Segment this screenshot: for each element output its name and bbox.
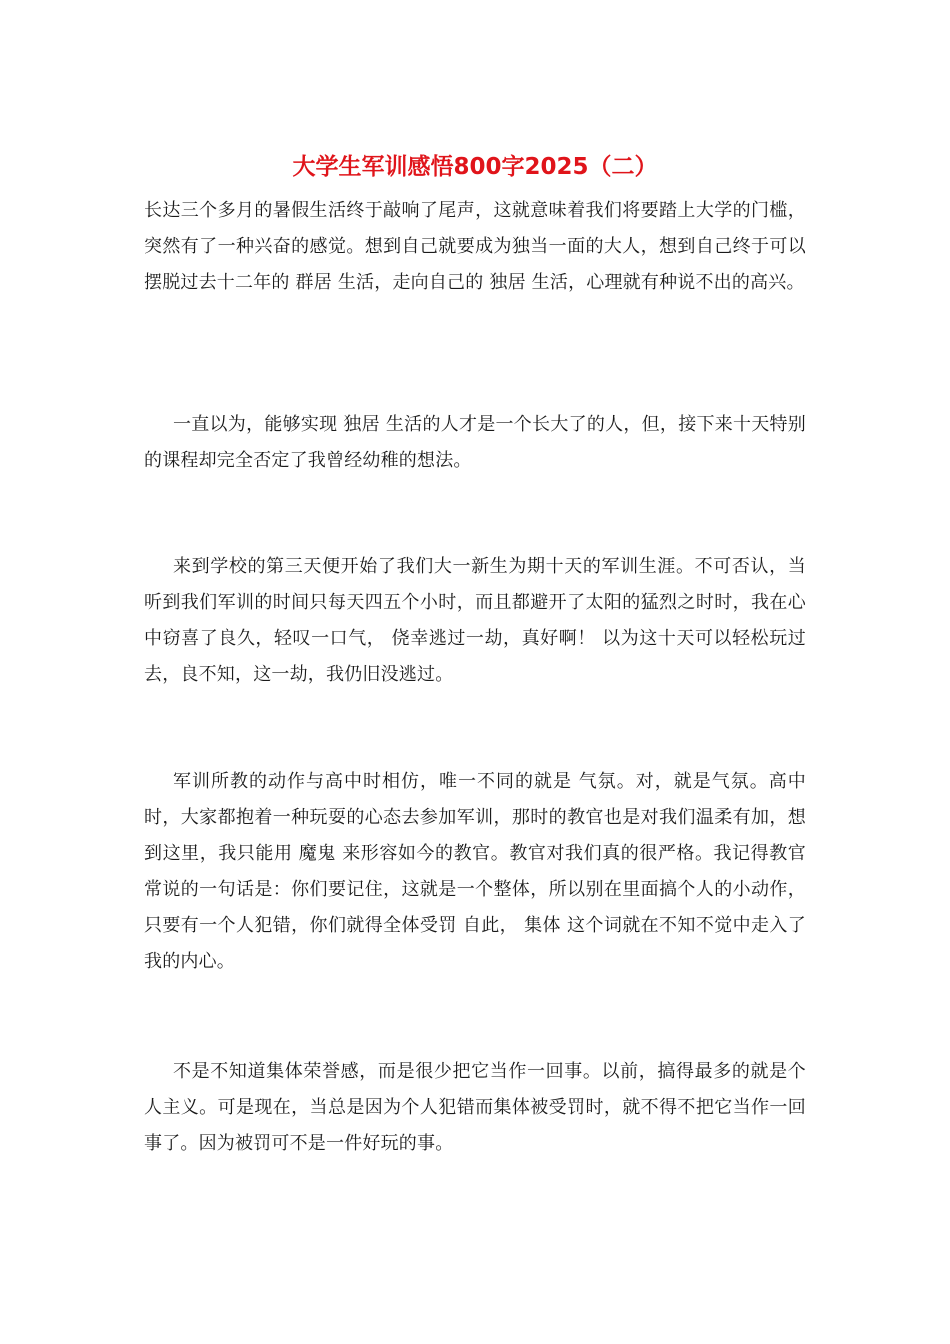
document-title: 大学生军训感悟800字2025（二）	[292, 154, 658, 180]
paragraph-5: 不是不知道集体荣誉感，而是很少把它当作一回事。以前，搞得最多的就是个人主义。可是现在，当总是因为个人犯错而集体被受罚时，就不得不把它当作一回事了。因为被罚可不是一件好玩的事。	[144, 1061, 806, 1154]
paragraph-3: 来到学校的第三天便开始了我们大一新生为期十天的军训生涯。不可否认，当听到我们军训的时间只每天四五个小时，而且都避开了太阳的猛烈之时时，我在心中窃喜了良久，轻叹一口气， 侥幸逃过一劫，真好啊！ 以为这十天可以轻松玩过去，良不知，这一劫，我仍旧没逃过。	[144, 556, 806, 685]
paragraph-1: 长达三个多月的暑假生活终于敲响了尾声，这就意味着我们将要踏上大学的门槛，突然有了一种兴奋的感觉。想到自己就要成为独当一面的大人，想到自己终于可以摆脱过去十二年的 群居 生活，走向自己的 独居 生活，心理就有种说不出的高兴。	[144, 200, 806, 293]
paragraph-4: 军训所教的动作与高中时相仿，唯一不同的就是 气氛。对，就是气氛。高中时，大家都抱着一种玩耍的心态去参加军训，那时的教官也是对我们温柔有加，想到这里，我只能用 魔鬼 来形容如今的教官。教官对我们真的很严格。我记得教官常说的一句话是：你们要记住，这就是一个整体，所以别在里面搞个人的小动作，只要有一个人犯错，你们就得全体受罚 自此， 集体 这个词就在不知不觉中走入了我的内心。	[144, 771, 806, 972]
paragraph-2: 一直以为，能够实现 独居 生活的人才是一个长大了的人，但，接下来十天特别的课程却完全否定了我曾经幼稚的想法。	[144, 414, 806, 471]
